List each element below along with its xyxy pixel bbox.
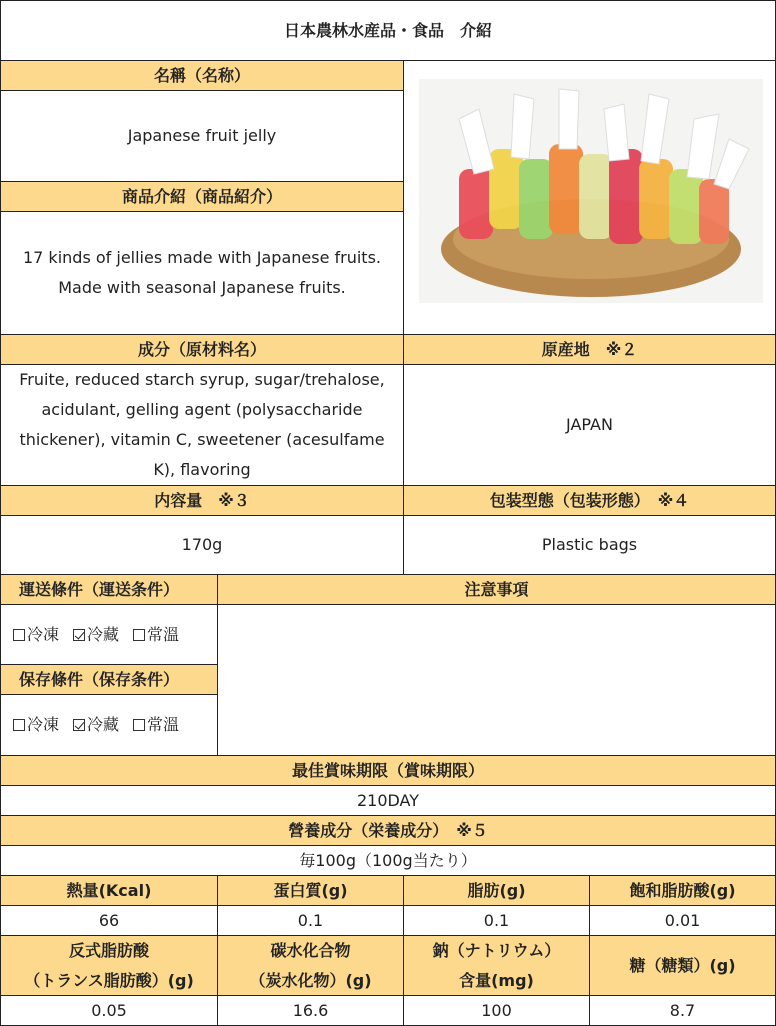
nutrition-value-carbs: 16.6 [217, 995, 404, 1026]
checkbox-empty-icon [13, 629, 25, 641]
caution-value [217, 604, 776, 756]
checkbox-checked-icon [73, 629, 85, 641]
nutrition-value-fat: 0.1 [403, 905, 590, 936]
nutrition-value-sugar: 8.7 [589, 995, 776, 1026]
nutrition-header-saturated: 飽和脂肪酸(g) [589, 875, 776, 906]
origin-label: 原産地 ※２ [403, 334, 776, 365]
ingredients-label: 成分（原材料名） [0, 334, 404, 365]
ingredients-value: Fruite, reduced starch syrup, sugar/trehalose, acidulant, gelling agent (polysaccharide thickener), vitamin C, sweetener (acesulfame K), flavoring [0, 364, 404, 486]
content-value: 170g [0, 515, 404, 575]
nutrition-header-sugar: 糖（糖類）(g) [589, 935, 776, 996]
storage-label: 保存條件（保存条件） [0, 664, 218, 695]
bestbefore-value: 210DAY [0, 785, 776, 816]
intro-label: 商品介紹（商品紹介） [0, 181, 404, 212]
transport-frozen-checkbox[interactable]: 冷凍 [13, 620, 59, 650]
bestbefore-label: 最佳賞味期限（賞味期限） [0, 755, 776, 786]
nutrition-value-saturated: 0.01 [589, 905, 776, 936]
transport-label: 運送條件（運送条件） [0, 574, 218, 605]
nutrition-header-sodium: 鈉（ナトリウム） 含量(mg) [403, 935, 590, 996]
checkbox-empty-icon [13, 719, 25, 731]
nutrition-header-trans: 反式脂肪酸 （トランス脂肪酸）(g) [0, 935, 218, 996]
nutrition-value-sodium: 100 [403, 995, 590, 1026]
product-photo [419, 79, 763, 303]
checkbox-empty-icon [133, 629, 145, 641]
storage-normal-checkbox[interactable]: 常溫 [133, 710, 179, 740]
intro-value [0, 211, 404, 335]
storage-frozen-checkbox[interactable]: 冷凍 [13, 710, 59, 740]
nutrition-label: 營養成分（栄養成分） ※５ [0, 815, 776, 846]
intro-line-1: 17 kinds of jellies made with Japanese fruits. [22, 248, 381, 267]
checkbox-empty-icon [133, 719, 145, 731]
page-title: 日本農林水産品・食品 介紹 [0, 0, 776, 61]
origin-value: JAPAN [403, 364, 776, 486]
package-label: 包装型態（包装形態） ※４ [403, 485, 776, 516]
content-label: 内容量 ※３ [0, 485, 404, 516]
storage-options [0, 694, 218, 756]
nutrition-value-trans: 0.05 [0, 995, 218, 1026]
transport-options [0, 604, 218, 665]
nutrition-value-energy: 66 [0, 905, 218, 936]
nutrition-header-energy: 熱量(Kcal) [0, 875, 218, 906]
caution-label: 注意事項 [217, 574, 776, 605]
nutrition-header-protein: 蛋白質(g) [217, 875, 404, 906]
name-value: Japanese fruit jelly [0, 90, 404, 182]
storage-chilled-checkbox[interactable]: 冷藏 [73, 710, 119, 740]
name-label: 名稱（名称） [0, 60, 404, 91]
per-100g: 毎100g（100g当たり） [0, 845, 776, 876]
package-value: Plastic bags [403, 515, 776, 575]
checkbox-checked-icon [73, 719, 85, 731]
transport-chilled-checkbox[interactable]: 冷藏 [73, 620, 119, 650]
nutrition-header-carbs: 碳水化合物 （炭水化物）(g) [217, 935, 404, 996]
nutrition-header-fat: 脂肪(g) [403, 875, 590, 906]
transport-normal-checkbox[interactable]: 常溫 [133, 620, 179, 650]
intro-line-2: Made with seasonal Japanese fruits. [58, 278, 346, 297]
nutrition-value-protein: 0.1 [217, 905, 404, 936]
